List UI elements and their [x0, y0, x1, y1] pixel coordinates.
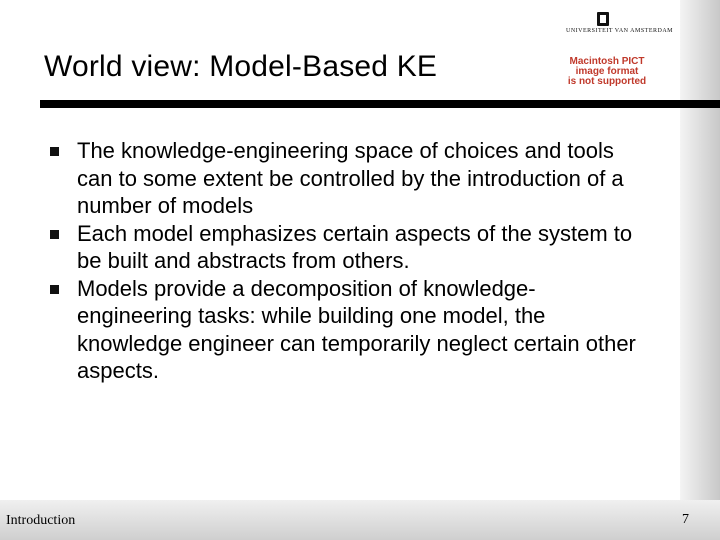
bullet-text: Models provide a decomposition of knowledge-engineering tasks: while building one model, the knowledge engineer can temporarily neglect certain other aspects. [77, 275, 636, 383]
footer-section-label: Introduction [6, 513, 76, 528]
square-bullet-icon [50, 285, 59, 294]
square-bullet-icon [50, 147, 59, 156]
bullet-text: The knowledge-engineering space of choices and tools can to some extent be controlled by the introduction of a number of models [77, 138, 624, 218]
university-logo-text: UNIVERSITEIT VAN AMSTERDAM [566, 28, 674, 34]
placeholder-line-2: image format [575, 66, 639, 77]
title-rule [40, 100, 720, 108]
university-crest-icon [597, 12, 609, 26]
bullet-item [50, 137, 650, 220]
placeholder-line-3: is not supported [567, 76, 647, 87]
bottom-gradient-bar [0, 500, 720, 540]
unsupported-image-placeholder [562, 57, 652, 87]
page-number: 7 [682, 512, 689, 527]
bullet-list [50, 137, 650, 385]
slide-title: World view: Model-Based KE [44, 50, 438, 83]
right-gradient-bar [680, 0, 720, 540]
bullet-text: Each model emphasizes certain aspects of the system to be built and abstracts from others. [77, 220, 633, 273]
bullet-item [50, 220, 650, 275]
bullet-item [50, 275, 650, 385]
square-bullet-icon [50, 230, 59, 239]
placeholder-line-1: Macintosh PICT [569, 56, 645, 67]
university-logo [566, 12, 674, 38]
